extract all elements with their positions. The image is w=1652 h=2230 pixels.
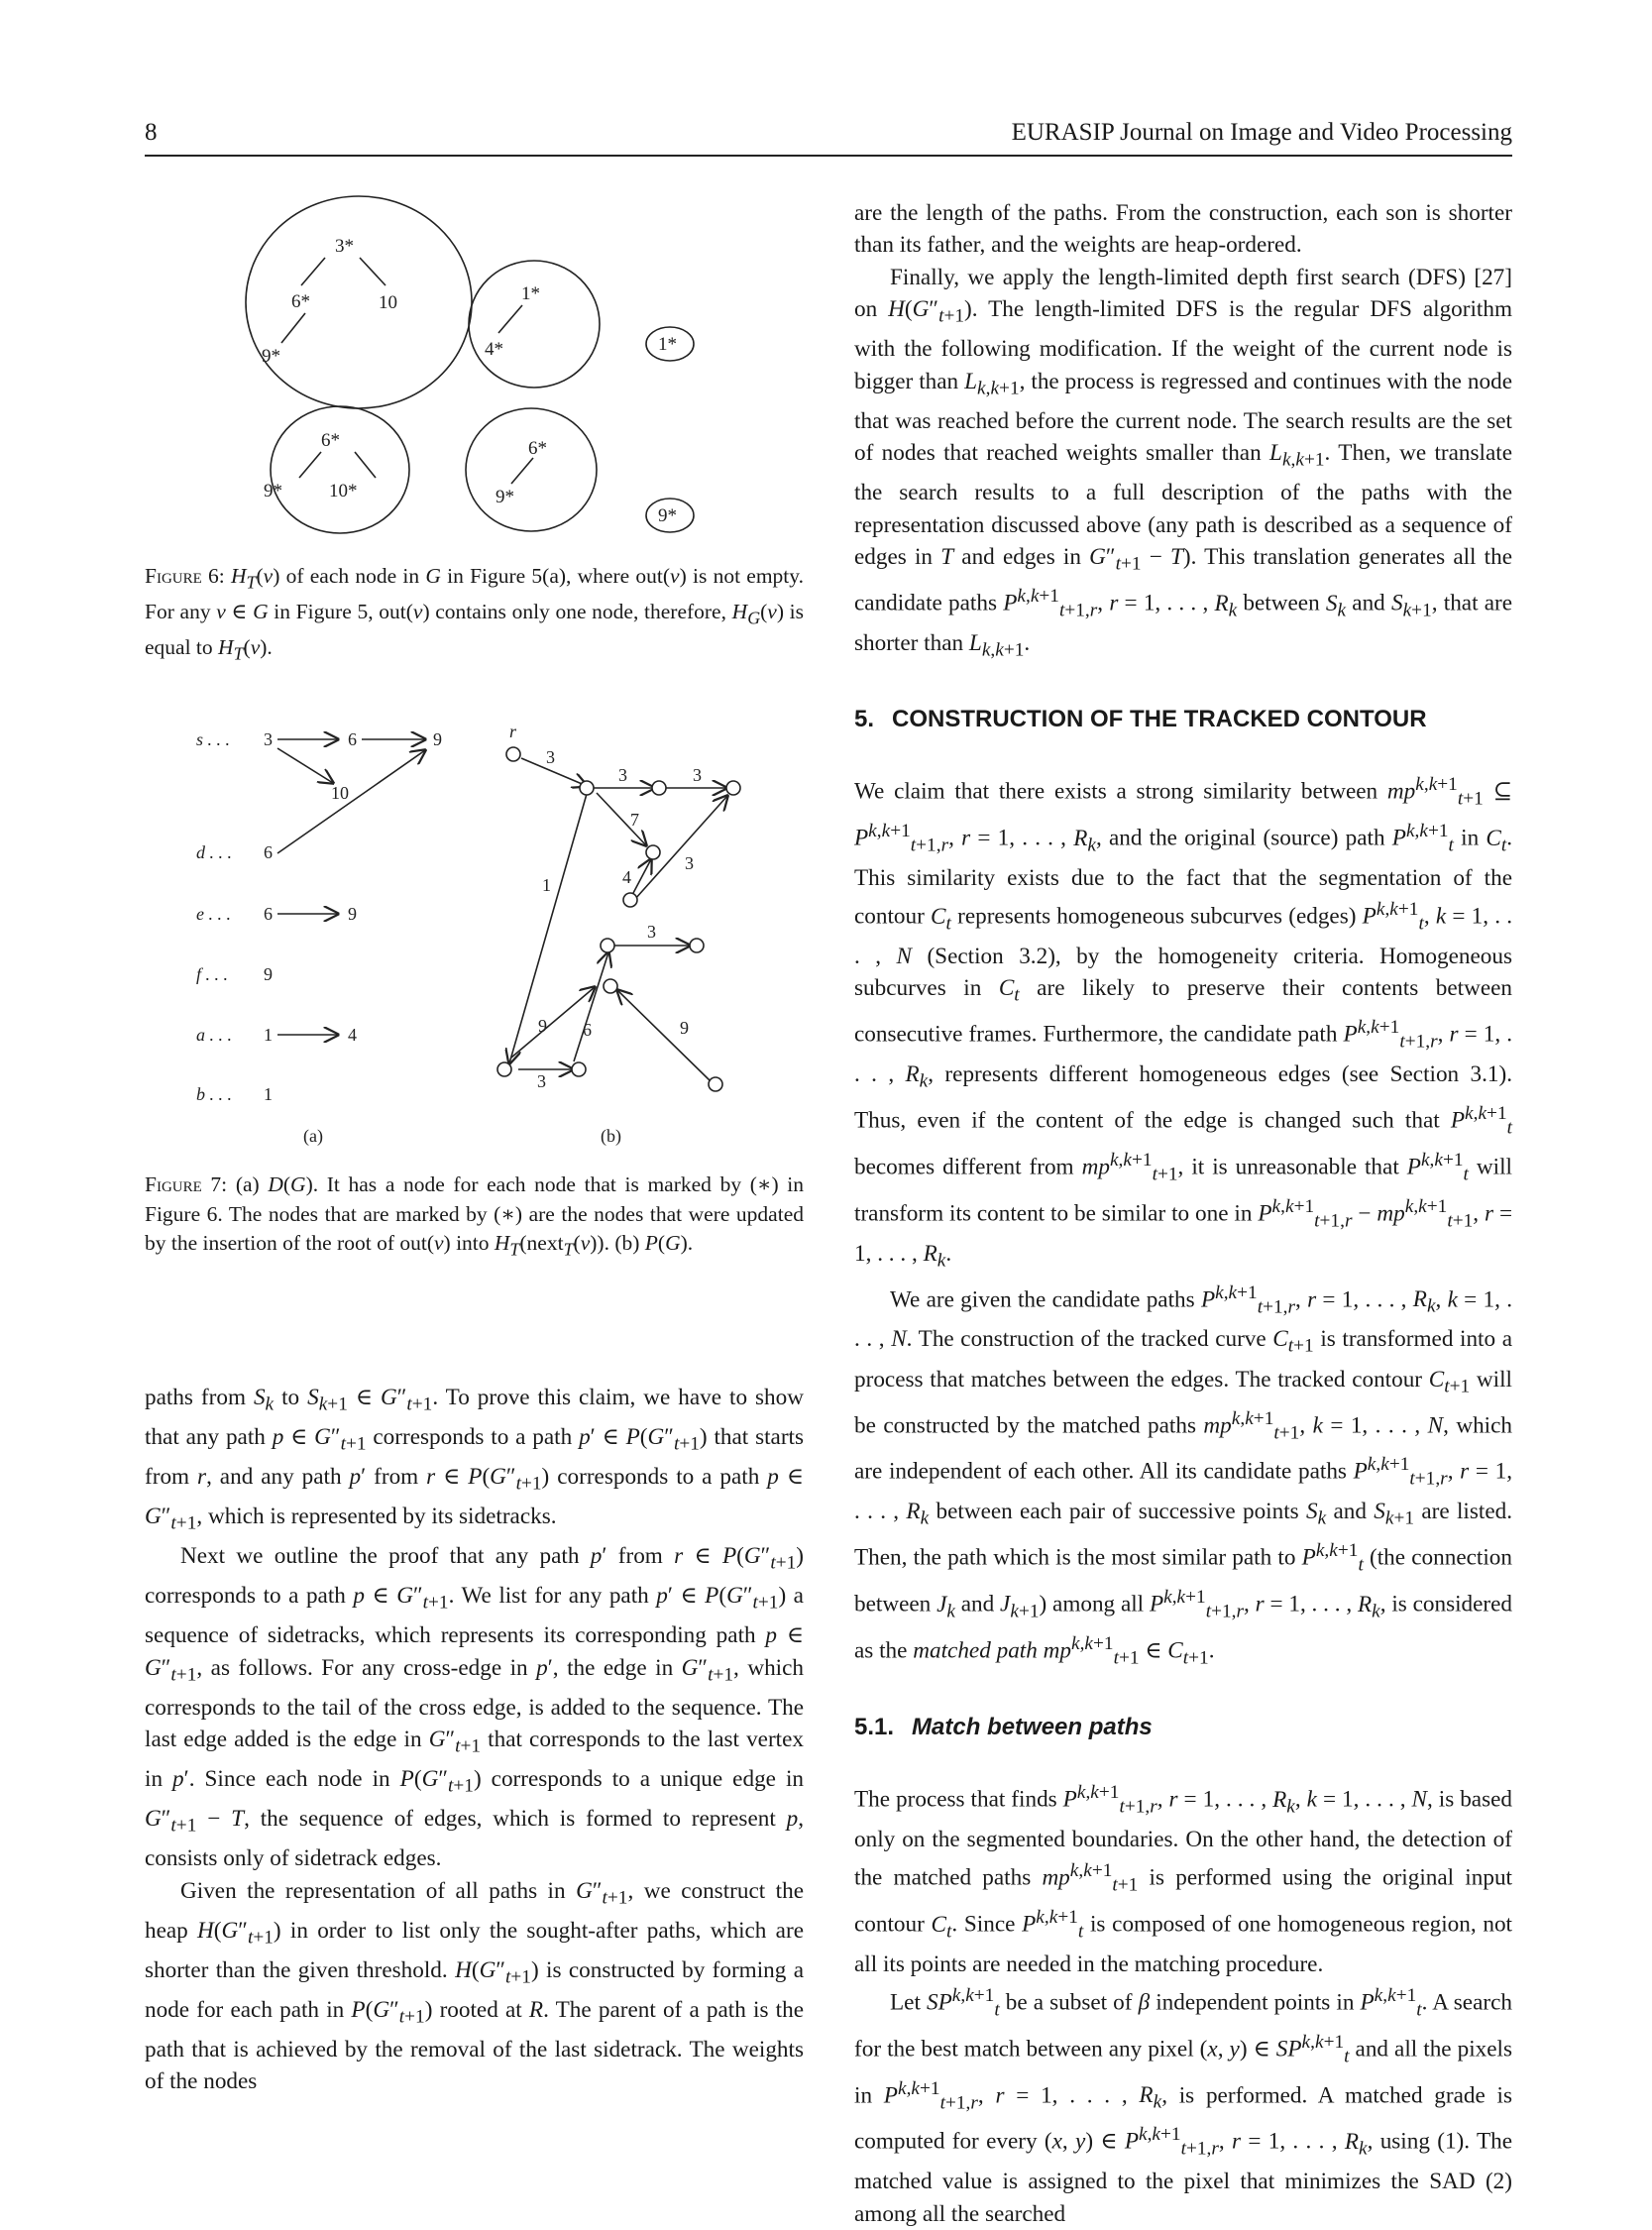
heap5-child: 9* [496, 487, 514, 507]
page-header [145, 117, 1512, 159]
row-s-v2: 6 [348, 729, 357, 749]
heap1-leaf: 9* [262, 346, 280, 367]
edge-w11: 9 [680, 1018, 689, 1038]
right-column-text [854, 197, 1512, 2230]
edge-w10: 6 [583, 1020, 592, 1040]
edge-w12: 3 [537, 1071, 546, 1091]
heap3-node: 1* [658, 334, 677, 355]
heap5-root: 6* [528, 438, 547, 459]
panel-b-label: (b) [601, 1126, 621, 1146]
edge-w9: 9 [538, 1016, 547, 1036]
row-s-v1: 3 [264, 729, 273, 749]
node-10: 10 [331, 783, 349, 803]
row-d-v1: 6 [264, 842, 273, 862]
paragraph: are the length of the paths. From the construction, each son is shorter than its father, and the weights are heap-ordered. [854, 200, 1512, 259]
paragraph: Finally, we apply the length-limited depth first search (DFS) [27] on $H(G''_{t+1})$. The length-limited DFS is the regular DFS algorithm with the following modification. If the weight of the current node is bigger than $L_{k,k+1}$, the process is regressed and continues with the node that was reached before the current node. The search results are the set of nodes that reached weights smaller than $L_{k,k+1}$. Then, we translate the search results to a full description of the paths with the representation discussed above (any path is described as a sequence of edges in T and edges in $G''_{t+1} - T$). This translation generates all the candidate paths $P^{k,k+1}_{t+1,r}$, r = 1, . . . , $R_k$ between $S_k$ and $S_{k+1}$, that are shorter than $L_{k,k+1}$. [854, 264, 1513, 661]
edge-w5: 4 [622, 867, 631, 887]
figure-6-caption-text: $H_T(v)$ of each node in G in Figure 5(a), where out(v) is not empty. For any v ∈ G in Figure 5, out(v) contains only one node, therefore, $H_G(v)$ is equal to $H_T(v)$. [145, 564, 805, 663]
figure-7-label: Figure 7: [145, 1172, 228, 1196]
paragraph: Let $SP^{k,k+1}_t$ be a subset of β independent points in $P^{k,k+1}_t$. A search for the best match between any pixel (x, y) ∈ $SP^{k,k+1}_t$ and all the pixels in $P^{k,k+1}_{t+1,r}$, r = 1, . . . , $R_k$, is performed. A matched grade is computed for every (x, y) ∈ $P^{k,k+1}_{t+1,r}$, r = 1, . . . , $R_k$, using (1). The matched value is assigned to the pixel that minimizes the SAD (2) among all the searched [854, 1985, 1513, 2227]
heap1-left: 6* [291, 291, 310, 312]
paragraph: The process that finds $P^{k,k+1}_{t+1,r}$, r = 1, . . . , $R_k$, k = 1, . . . , N, is based only on the segmented boundaries. On the other hand, the detection of the matched paths $mp^{k,k+1}_{t+1}$ is performed using the original input contour $C_t$. Since $P^{k,k+1}_t$ is composed of one homogeneous region, not all its points are needed in the matching procedure. [854, 1781, 1513, 1977]
edge-w4: 7 [630, 810, 639, 830]
edge-w3: 3 [693, 765, 702, 785]
row-label-b: b . . . [196, 1084, 232, 1104]
row-a-v1: 1 [264, 1025, 273, 1045]
heap2-root: 1* [521, 283, 540, 304]
figure-6-caption [145, 562, 804, 668]
row-label-d: d . . . [196, 842, 232, 862]
subsection-5-1-heading: 5.1. Match between paths [854, 1713, 1153, 1740]
root-r: r [509, 722, 517, 741]
edge-w2: 3 [618, 765, 627, 785]
row-e-v1: 6 [264, 904, 273, 924]
row-label-f: f . . . [196, 964, 229, 984]
page-number: 8 [145, 119, 158, 146]
left-column-text [145, 1382, 804, 2098]
paragraph: Given the representation of all paths in $G''_{t+1}$, we construct the heap $H(G''_{t+1})$ in order to list only the sought-after paths, which are shorter than the given threshold. $H(G''_{t+1})$ is constructed by forming a node for each path in $P(G''_{t+1})$ rooted at R. The parent of a path is the path that is achieved by the removal of the last sidetrack. The weights of the nodes [145, 1877, 805, 2095]
row-label-e: e . . . [196, 904, 231, 924]
edge-w7: 1 [542, 875, 551, 895]
row-s-v3: 9 [433, 729, 442, 749]
figure-7-caption-text: (a) D(G). It has a node for each node that is marked by (∗) in Figure 6. The nodes that are marked by (∗) are the nodes that were updated by the insertion of the root of out(v) into $H_T(next_T(v))$. (b) P(G). [145, 1172, 805, 1260]
row-e-v2: 9 [348, 904, 357, 924]
heap1-right: 10 [379, 292, 397, 313]
row-a-v2: 4 [348, 1025, 357, 1045]
section-5-heading: 5. CONSTRUCTION OF THE TRACKED CONTOUR [854, 705, 1427, 732]
row-label-s: s . . . [196, 729, 231, 749]
journal-title: EURASIP Journal on Image and Video Processing [1011, 119, 1512, 146]
paragraph: We claim that there exists a strong similarity between $mp^{k,k+1}_{t+1}$ ⊆ $P^{k,k+1}_{t+1,r}$, r = 1, . . . , $R_k$, and the original (source) path $P^{k,k+1}_t$ in $C_t$. This similarity exists due to the fact that the segmentation of the contour $C_t$ represents homogeneous subcurves (edges) $P^{k,k+1}_t$, k = 1, . . . , N (Section 3.2), by the homogeneity criteria. Homogeneous subcurves in $C_t$ are likely to preserve their contents between consecutive frames. Furthermore, the candidate path $P^{k,k+1}_{t+1,r}$, r = 1, . . . , $R_k$, represents different homogeneous edges (see Section 3.1). Thus, even if the content of the edge is changed such that $P^{k,k+1}_t$ becomes different from $mp^{k,k+1}_{t+1}$, it is unreasonable that $P^{k,k+1}_t$ will transform its content to be similar to one in $P^{k,k+1}_{t+1,r} - mp^{k,k+1}_{t+1}$, r = 1, . . . , $R_k$. [854, 774, 1513, 1272]
figure-6 [145, 188, 739, 555]
paragraph: We are given the candidate paths $P^{k,k+1}_{t+1,r}$, r = 1, . . . , $R_k$, k = 1, . . . , N. The construction of the tracked curve $C_{t+1}$ is transformed into a process that matches between the edges. The tracked contour $C_{t+1}$ will be constructed by the matched paths $mp^{k,k+1}_{t+1}$, k = 1, . . . , N, which are independent of each other. All its candidate paths $P^{k,k+1}_{t+1,r}$, r = 1, . . . , $R_k$ between each pair of successive points $S_k$ and $S_{k+1}$ are listed. Then, the path which is the most similar path to $P^{k,k+1}_t$ (the connection between $J_k$ and $J_{k+1}$) among all $P^{k,k+1}_{t+1,r}$, r = 1, . . . , $R_k$, is considered as the matched path $mp^{k,k+1}_{t+1}$ ∈ $C_{t+1}$. [854, 1282, 1513, 1669]
row-b-v1: 1 [264, 1084, 273, 1104]
row-f-v1: 9 [264, 964, 273, 984]
paragraph: paths from $S_k$ to $S_{k+1}$ ∈ $G''_{t+1}$. To prove this claim, we have to show that any path p ∈ $G''_{t+1}$ corresponds to a path p′ ∈ $P(G''_{t+1})$ that starts from r, and any path p′ from r ∈ $P(G''_{t+1})$ corresponds to a path p ∈ $G''_{t+1}$, which is represented by its sidetracks. [145, 1385, 805, 1534]
figure-7 [145, 719, 759, 1155]
heap4-right: 10* [329, 481, 358, 502]
edge-w1: 3 [546, 747, 555, 767]
heap4-root: 6* [321, 430, 340, 451]
heap2-child: 4* [485, 339, 503, 360]
header-rule [145, 155, 1512, 157]
edge-w8: 3 [647, 922, 656, 942]
panel-a-label: (a) [303, 1126, 323, 1146]
figure-7-caption [145, 1171, 804, 1265]
row-label-a: a . . . [196, 1025, 232, 1045]
heap1-root: 3* [335, 236, 354, 257]
heap6-node: 9* [658, 505, 677, 526]
figure-6-label: Figure 6: [145, 564, 225, 588]
edge-w6: 3 [685, 853, 694, 873]
paragraph: Next we outline the proof that any path p′ from r ∈ $P(G''_{t+1})$ corresponds to a path p ∈ $G''_{t+1}$. We list for any path p′ ∈ $P(G''_{t+1})$ a sequence of sidetracks, which represents its corresponding path p ∈ $G''_{t+1}$, as follows. For any cross-edge in p′, the edge in $G''_{t+1}$, which corresponds to the tail of the cross edge, is added to the sequence. The last edge added is the edge in $G''_{t+1}$ that corresponds to the last vertex in p′. Since each node in $P(G''_{t+1})$ corresponds to a unique edge in $G''_{t+1} - T$, the sequence of edges, which is formed to represent p, consists only of sidetrack edges. [145, 1543, 805, 1872]
heap4-left: 9* [264, 481, 282, 502]
